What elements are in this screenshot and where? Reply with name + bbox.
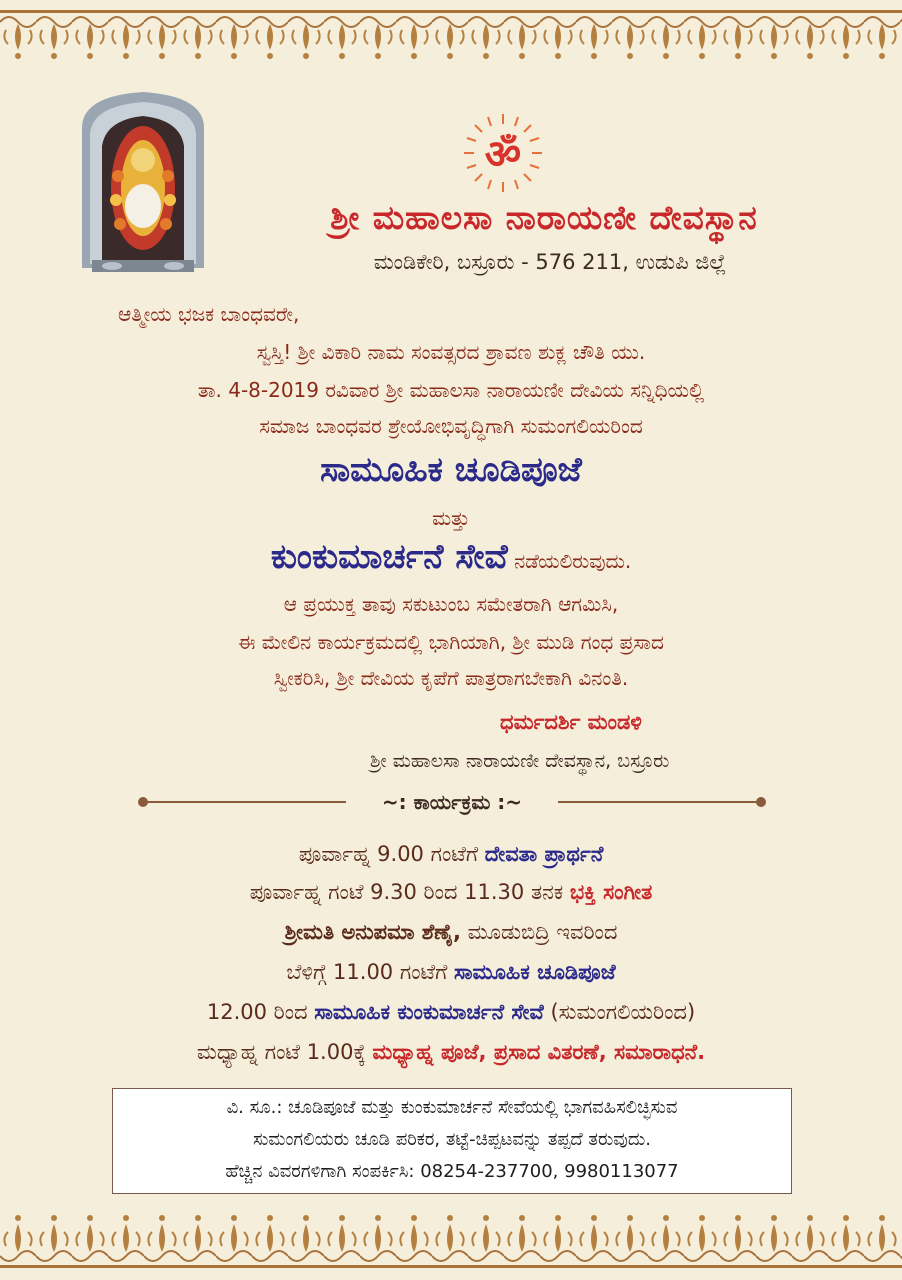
invitation-line-2: ತಾ. 4-8-2019 ರವಿವಾರ ಶ್ರೀ ಮಹಾಲಸಾ ನಾರಾಯಣೀ ದೇವಿಯ ಸನ್ನಿಧಿಯಲ್ಲಿ bbox=[197, 378, 705, 402]
bottom-decorative-border bbox=[0, 1208, 902, 1268]
programme-item-6 bbox=[60, 1040, 842, 1065]
programme-6-time: ಮಧ್ಯಾಹ್ನ ಗಂಟೆ 1.00ಕ್ಕೆ bbox=[196, 1040, 373, 1064]
programme-item-4 bbox=[60, 960, 842, 985]
programme-item-2 bbox=[60, 880, 842, 905]
programme-item-5 bbox=[60, 1000, 842, 1025]
body-line-3: ಸ್ವೀಕರಿಸಿ, ಶ್ರೀ ದೇವಿಯ ಕೃಪೆಗೆ ಪಾತ್ರರಾಗಬೇಕಾಗಿ ವಿನಂತಿ. bbox=[273, 666, 629, 690]
programme-2-event: ಭಕ್ತಿ ಸಂಗೀತ bbox=[569, 880, 653, 904]
programme-1-time: ಪೂರ್ವಾಹ್ನ 9.00 ಗಂಟೆಗೆ bbox=[298, 842, 485, 866]
programme-item-1 bbox=[60, 842, 842, 867]
invitation-line-3: ಸಮಾಜ ಬಾಂಧವರ ಶ್ರೇಯೋಭಿವೃದ್ಧಿಗಾಗಿ ಸುಮಂಗಲಿಯರಿಂದ bbox=[259, 414, 643, 438]
divider-dot-right bbox=[756, 797, 766, 807]
event-suffix: ನಡೆಯಲಿರುವುದು. bbox=[507, 549, 632, 573]
body-line-1: ಆ ಪ್ರಯುಕ್ತ ತಾವು ಸಕುಟುಂಬ ಸಮೇತರಾಗಿ ಆಗಮಿಸಿ, bbox=[283, 592, 619, 616]
programme-4-event: ಸಾಮೂಹಿಕ ಚೂಡಿಪೂಜೆ bbox=[453, 960, 616, 984]
trustees-title: ಧರ್ಮದರ್ಶಿ ಮಂಡಳಿ bbox=[500, 710, 642, 734]
body-line-2: ಈ ಮೇಲಿನ ಕಾರ್ಯಕ್ರಮದಲ್ಲಿ ಭಾಗಿಯಾಗಿ, ಶ್ರೀ ಮುಡಿ ಗಂಧ ಪ್ರಸಾದ bbox=[238, 630, 664, 654]
programme-item-3 bbox=[60, 920, 842, 945]
event-title-kunkumarchane: ಕುಂಕುಮಾರ್ಚನೆ ಸೇವೆ bbox=[270, 537, 508, 577]
programme-5-note: (ಸುಮಂಗಲಿಯರಿಂದ) bbox=[543, 1000, 696, 1024]
programme-6-event: ಮಧ್ಯಾಹ್ನ ಪೂಜೆ, ಪ್ರಸಾದ ವಿತರಣೆ, ಸಮಾರಾಧನೆ. bbox=[372, 1040, 706, 1064]
event-title-kunkumarchane-line bbox=[60, 537, 842, 577]
top-decorative-border bbox=[0, 10, 902, 70]
programme-1-event: ದೇವತಾ ಪ್ರಾರ್ಥನೆ bbox=[484, 842, 604, 866]
note-line-2: ಸುಮಂಗಲಿಯರು ಚೂಡಿ ಪರಿಕರ, ತಟ್ಟೆ-ಚಿಪ್ಪಟವನ್ನು ತಪ್ಪದೆ ತರುವುದು. bbox=[253, 1129, 651, 1150]
note-box bbox=[112, 1088, 792, 1194]
invitation-line-1: ಸ್ವಸ್ತಿ! ಶ್ರೀ ವಿಕಾರಿ ನಾಮ ಸಂವತ್ಸರದ ಶ್ರಾವಣ ಶುಕ್ಲ ಚೌತಿ ಯು. bbox=[256, 340, 646, 364]
programme-3-performer: ಶ್ರೀಮತಿ ಅನುಪಮಾ ಶೆಣೈ, bbox=[284, 920, 461, 944]
programme-5-time: 12.00 ರಿಂದ bbox=[206, 1000, 315, 1024]
temple-name: ಶ್ರೀ ಮಹಾಲಸಾ ನಾರಾಯಣೀ ದೇವಸ್ಥಾನ bbox=[330, 198, 758, 237]
and-text: ಮತ್ತು bbox=[432, 506, 470, 530]
note-contact: ಹೆಚ್ಚಿನ ವಿವರಗಳಿಗಾಗಿ ಸಂಪರ್ಕಿಸಿ: 08254-237700, 9980113077 bbox=[225, 1161, 679, 1182]
programme-divider bbox=[138, 790, 766, 814]
programme-title: ~: ಕಾರ್ಯಕ್ರಮ :~ bbox=[381, 790, 523, 814]
trustees-temple: ಶ್ರೀ ಮಹಾಲಸಾ ನಾರಾಯಣೀ ದೇವಸ್ಥಾನ, ಬಸ್ರೂರು bbox=[370, 750, 670, 772]
salutation: ಆತ್ಮೀಯ ಭಜಕ ಬಾಂಧವರೇ, bbox=[118, 302, 300, 326]
programme-3-place: ಮೂಡುಬಿದ್ರಿ ಇವರಿಂದ bbox=[460, 920, 618, 944]
om-icon bbox=[462, 112, 544, 194]
programme-5-event: ಸಾಮೂಹಿಕ ಕುಂಕುಮಾರ್ಚನೆ ಸೇವೆ bbox=[314, 1000, 544, 1024]
temple-address: ಮಂಡಿಕೇರಿ, ಬಸ್ರೂರು - 576 211, ಉಡುಪಿ ಜಿಲ್ಲೆ bbox=[373, 250, 727, 274]
om-symbol-text: ॐ bbox=[484, 132, 522, 178]
note-line-1: ವಿ. ಸೂ.: ಚೂಡಿಪೂಜೆ ಮತ್ತು ಕುಂಕುಮಾರ್ಚನೆ ಸೇವೆಯಲ್ಲಿ ಭಾಗವಹಿಸಲಿಚ್ಛಿಸುವ bbox=[226, 1097, 678, 1118]
event-title-choodipooje: ಸಾಮೂಹಿಕ ಚೂಡಿಪೂಜೆ bbox=[320, 450, 582, 490]
programme-4-time: ಬೆಳಿಗ್ಗೆ 11.00 ಗಂಟೆಗೆ bbox=[286, 960, 454, 984]
programme-2-time: ಪೂರ್ವಾಹ್ನ ಗಂಟೆ 9.30 ರಿಂದ 11.30 ತನಕ bbox=[249, 880, 570, 904]
deity-image bbox=[72, 88, 214, 278]
divider-rule-right bbox=[558, 801, 758, 803]
